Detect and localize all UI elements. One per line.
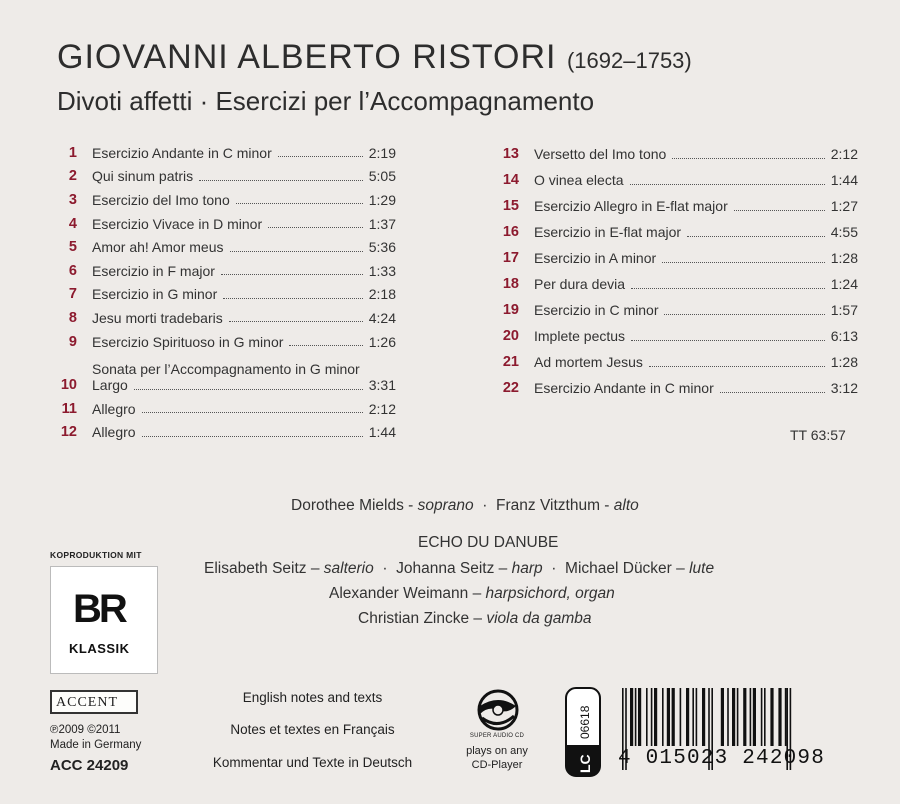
barcode-bar — [753, 688, 756, 746]
track-number: 14 — [502, 172, 519, 188]
track-number: 3 — [68, 191, 77, 208]
barcode-bar — [737, 688, 739, 746]
barcode-bar — [692, 688, 694, 746]
track-duration: 3:31 — [368, 377, 396, 394]
track-number: 19 — [502, 302, 519, 318]
leader-dots — [230, 251, 363, 252]
track-title: Amor ah! Amor meus — [92, 239, 224, 256]
track-row — [492, 141, 858, 167]
track-duration: 1:29 — [368, 191, 396, 208]
barcode-bar — [778, 688, 781, 746]
musician-name: Christian Zincke — [358, 610, 470, 627]
track-title: Esercizio Andante in C minor — [92, 144, 272, 161]
track-row — [492, 375, 858, 401]
track-title: Esercizio in G minor — [92, 286, 218, 303]
track-title: Esercizio del Imo tono — [92, 191, 230, 208]
track-duration: 2:19 — [368, 144, 396, 161]
track-duration: 4:24 — [368, 309, 396, 326]
track-title: Esercizio in C minor — [534, 302, 659, 318]
track-title: Esercizio Allegro in E-flat major — [534, 198, 728, 214]
leader-dots — [662, 262, 825, 263]
track-row — [50, 235, 396, 259]
label-name: ACCENT — [56, 695, 118, 710]
singer-name: Franz Vitzthum — [496, 497, 600, 514]
track-row — [50, 212, 396, 236]
leader-dots — [229, 321, 363, 322]
track-title: O vinea electa — [534, 172, 624, 188]
track-row — [50, 188, 396, 212]
track-title: Esercizio in A minor — [534, 250, 657, 266]
barcode-bar — [635, 688, 637, 746]
track-title: Qui sinum patris — [92, 168, 194, 185]
track-title: Jesu morti tradebaris — [92, 309, 223, 326]
br-logo-subtext: KLASSIK — [69, 641, 130, 656]
track-number: 12 — [60, 424, 77, 441]
leader-dots — [664, 314, 824, 315]
track-number: 21 — [502, 354, 519, 370]
track-title: Esercizio Vivace in D minor — [92, 215, 263, 232]
track-row — [50, 421, 396, 445]
leader-dots — [199, 180, 363, 181]
accent-label-logo — [50, 690, 138, 714]
singer-role: soprano — [417, 497, 474, 514]
track-duration: 1:28 — [830, 354, 858, 370]
lc-code-number: 06618 — [578, 705, 592, 739]
track-row — [492, 323, 858, 349]
musician-name: Elisabeth Seitz — [204, 560, 307, 577]
copyright-line: ℗2009 ©2011 — [50, 724, 121, 736]
barcode-bar — [654, 688, 657, 746]
track-row — [492, 297, 858, 323]
track-number: 18 — [502, 276, 519, 292]
track-row — [50, 397, 396, 421]
leader-dots — [289, 345, 362, 346]
barcode-bar — [667, 688, 670, 746]
track-row — [50, 141, 396, 165]
track-number: 2 — [68, 168, 77, 185]
track-row — [50, 259, 396, 283]
track-duration: 2:18 — [368, 286, 396, 303]
leader-dots — [672, 158, 824, 159]
leader-dots — [134, 389, 363, 390]
barcode-bar — [646, 688, 648, 746]
track-number: 10 — [60, 377, 77, 394]
leader-dots — [142, 436, 363, 437]
track-duration: 1:44 — [830, 172, 858, 188]
track-duration: 1:27 — [830, 198, 858, 214]
musician-role: harp — [511, 560, 543, 577]
track-duration: 1:28 — [830, 250, 858, 266]
track-number: 13 — [502, 146, 519, 162]
track-title: Esercizio in F major — [92, 262, 215, 279]
track-duration: 5:05 — [368, 168, 396, 185]
track-duration: 4:55 — [830, 224, 858, 240]
leader-dots — [631, 340, 825, 341]
barcode-bar — [721, 688, 724, 746]
barcode-bar — [638, 688, 641, 746]
track-row — [492, 349, 858, 375]
ensemble-name: ECHO DU DANUBE — [418, 534, 559, 551]
track-number: 8 — [68, 309, 77, 326]
br-klassik-logo — [50, 566, 158, 674]
barcode-bar — [764, 688, 766, 746]
track-duration: 5:36 — [368, 239, 396, 256]
barcode-number: 4 015023 242098 — [618, 747, 826, 770]
track-title: Implete pectus — [534, 328, 626, 344]
tracklist-right — [492, 141, 858, 401]
track-title: Ad mortem Jesus — [534, 354, 643, 370]
track-number: 11 — [61, 400, 77, 417]
track-row — [50, 330, 396, 354]
sacd-line-1: plays on any — [466, 745, 528, 757]
leader-dots — [734, 210, 825, 211]
sonata-heading: Sonata per l’Accompagnamento in G minor — [92, 361, 360, 377]
track-number: 15 — [502, 198, 519, 214]
barcode-bar — [686, 688, 689, 746]
musicians-line-3: Christian Zincke – viola da gamba — [358, 610, 592, 627]
leader-dots — [720, 392, 825, 393]
notes-german: Kommentar und Texte in Deutsch — [212, 755, 413, 770]
track-title: Per dura devia — [534, 276, 626, 292]
track-title: Esercizio Spirituoso in G minor — [92, 333, 284, 350]
singers-line: Dorothee Mields - soprano · Franz Vitzthum - alto — [291, 497, 639, 514]
track-number: 4 — [68, 215, 77, 232]
musician-name: Michael Dücker — [565, 560, 672, 577]
singer-name: Dorothee Mields — [291, 497, 404, 514]
catalog-number: ACC 24209 — [50, 757, 129, 774]
musician-name: Johanna Seitz — [396, 560, 495, 577]
leader-dots — [142, 412, 363, 413]
leader-dots — [236, 203, 363, 204]
leader-dots — [278, 156, 363, 157]
leader-dots — [630, 184, 825, 185]
track-title: Esercizio Andante in C minor — [534, 380, 714, 396]
track-row — [492, 167, 858, 193]
track-duration: 1:37 — [368, 215, 396, 232]
composer-name: GIOVANNI ALBERTO RISTORI — [57, 38, 557, 76]
barcode-bar — [672, 688, 675, 746]
leader-dots — [649, 366, 825, 367]
album-subtitle: Divoti affetti · Esercizi per l’Accompagnamento — [57, 86, 595, 116]
track-row — [50, 283, 396, 307]
track-row — [492, 245, 858, 271]
track-title: Largo — [92, 377, 128, 394]
barcode-bar — [651, 688, 653, 746]
track-duration: 3:12 — [830, 380, 858, 396]
barcode-bar — [696, 688, 698, 746]
musician-role: harpsichord, organ — [485, 585, 615, 602]
sacd-line-2: CD-Player — [471, 759, 523, 771]
track-title: Esercizio in E-flat major — [534, 224, 682, 240]
track-number: 22 — [502, 380, 519, 396]
track-title: Versetto del Imo tono — [534, 146, 667, 162]
barcode-bar — [630, 688, 633, 746]
track-duration: 1:26 — [368, 333, 396, 350]
barcode-bar — [750, 688, 752, 746]
notes-french: Notes et textes en Français — [230, 722, 395, 737]
track-number: 5 — [68, 239, 77, 256]
musician-role: viola da gamba — [486, 610, 592, 627]
lc-label-code-icon — [565, 687, 601, 777]
track-duration: 1:44 — [368, 424, 396, 441]
track-duration: 1:33 — [368, 262, 396, 279]
barcode-bar — [761, 688, 763, 746]
track-number: 20 — [502, 328, 519, 344]
sacd-logo-text: SUPER AUDIO CD — [469, 733, 525, 739]
musicians-line-1: Elisabeth Seitz – salterio · Johanna Seitz – harp · Michael Dücker – lute — [204, 560, 715, 577]
track-row — [50, 165, 396, 189]
track-title: Allegro — [92, 400, 136, 417]
track-title: Allegro — [92, 424, 136, 441]
leader-dots — [221, 274, 363, 275]
track-duration: 1:57 — [830, 302, 858, 318]
track-number: 9 — [68, 333, 77, 350]
lc-prefix: LC — [577, 754, 593, 773]
coproduction-label: KOPRODUKTION MIT — [50, 550, 142, 560]
track-row — [492, 193, 858, 219]
musician-role: salterio — [323, 560, 374, 577]
album-title — [57, 38, 692, 77]
singer-role: alto — [613, 497, 639, 514]
barcode-bar — [680, 688, 682, 746]
leader-dots — [687, 236, 825, 237]
barcode-bar — [785, 688, 787, 746]
musician-name: Alexander Weimann — [329, 585, 469, 602]
barcode-bar — [702, 688, 705, 746]
barcode-bar — [770, 688, 773, 746]
track-number: 17 — [502, 250, 519, 266]
barcode-bar — [727, 688, 729, 746]
track-duration: 2:12 — [368, 400, 396, 417]
total-time: TT 63:57 — [790, 427, 846, 443]
barcode-bar — [743, 688, 746, 746]
leader-dots — [268, 227, 363, 228]
track-number: 1 — [68, 144, 77, 161]
notes-english: English notes and texts — [242, 690, 383, 705]
barcode-bar — [662, 688, 664, 746]
made-in: Made in Germany — [50, 739, 142, 751]
track-row — [50, 306, 396, 330]
track-row — [492, 271, 858, 297]
br-logo-text: BR — [73, 587, 125, 631]
track-duration: 1:24 — [830, 276, 858, 292]
track-number: 6 — [68, 262, 77, 279]
leader-dots — [631, 288, 825, 289]
track-number: 16 — [502, 224, 519, 240]
tracklist-left — [50, 141, 396, 444]
track-duration: 6:13 — [830, 328, 858, 344]
musician-role: lute — [689, 560, 715, 577]
musicians-line-2: Alexander Weimann – harpsichord, organ — [329, 585, 615, 602]
track-row — [492, 219, 858, 245]
composer-years: (1692–1753) — [566, 48, 692, 73]
track-duration: 2:12 — [830, 146, 858, 162]
track-number: 7 — [68, 286, 77, 303]
leader-dots — [223, 298, 362, 299]
barcode-bar — [732, 688, 735, 746]
